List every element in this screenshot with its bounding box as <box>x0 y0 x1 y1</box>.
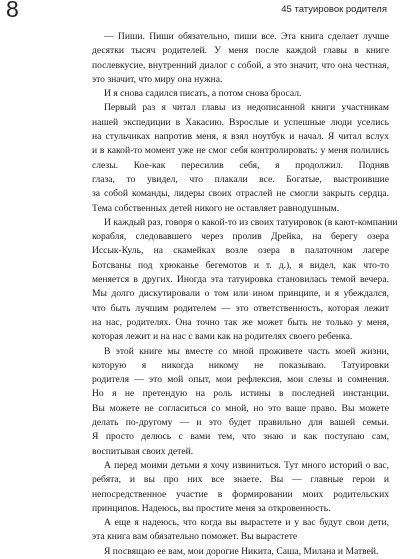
text-line: В этой книге мы вместе со мной проживете часть моей жизни, <box>104 345 389 357</box>
text-line: И каждый раз, говоря о какой-то из своих татуировок (в кают-компании <box>104 216 398 228</box>
text-line: А перед моими детьми я хочу извиниться. Тут много историй о вас, <box>104 459 389 471</box>
text-line: Но я не претендую на роль истины в последней инстанции. <box>92 388 389 400</box>
text-line: слезы. Кое-как пересилив себя, я продолжил. Подняв <box>92 159 389 171</box>
text-line: за собой команды, лидеры своих отраслей не смогли закрыть сердца. <box>92 188 389 200</box>
text-line: меняется в других. Иногда эта татуировка становилась темой вечера. <box>92 274 389 286</box>
text-line: глаза, то увидел, что плакали все. Богатые, выстроившие <box>92 173 389 185</box>
text-line: и в какой-то момент уже не смог себя контролировать: у меня полились <box>92 145 389 157</box>
text-line: Вы можете не согласиться со мной, но это ваше право. Вы можете <box>92 402 389 414</box>
text-line: это значит, что миру она нужна. <box>92 73 223 85</box>
running-head: 45 татуировок родителя <box>281 4 387 15</box>
text-line: десятки тысяч родителей. У меня после каждой главы в книге <box>92 45 389 57</box>
text-line: А еще я надеюсь, что когда вы вырастете и у вас будут свои дети, <box>104 517 389 529</box>
text-line: что быть лучшим родителем — это ответственность, которая лежит <box>92 302 389 314</box>
text-line: родителя — это мой опыт, мои рефлексия, мои слезы и сомнения. <box>92 374 389 386</box>
text-line: принципов. Надеюсь, вы простите меня за откровенность. <box>92 502 331 514</box>
text-line: И я снова садился писать, а потом снова бросал. <box>104 88 302 100</box>
text-line: эта книга вам обязательно поможет. Вы вырастете <box>92 531 298 543</box>
text-line: послевкусие, внутренний диалог с собой, а это значит, что она честная, <box>92 59 389 71</box>
text-line: Я посвящаю ее вам, мои дорогие Никита, Саша, Милана и Матвей. <box>104 545 379 557</box>
text-line: Ботсваны под хрюканье бегемотов и т. д.), я видел, как что-то <box>92 259 389 271</box>
text-line: на стульчиках напротив меня, я взял ноутбук и начал. Я читал вслух <box>92 131 389 143</box>
text-line: ребята, и вы про них все знаете. Вы — главные герои и <box>92 474 389 486</box>
text-line: на нас, родителях. Она точно так же может быть не только у меня, <box>92 316 389 328</box>
page-number: 8 <box>6 0 19 22</box>
text-line: которую я никогда никому не показываю. Татуировки <box>92 359 389 371</box>
text-line: Мы долго дискутировали о том или ином принципе, и я убеждался, <box>92 288 389 300</box>
text-line: Первый раз я читал главы из недописанной книги участникам <box>104 102 389 114</box>
text-line: — Пиши. Пиши обязательно, пиши все. Эта книга сделает лучше <box>104 31 389 42</box>
text-line: непосредственное участие в формировании моих родительских <box>92 488 389 500</box>
text-line: Тема собственных детей никого не оставляет равнодушным. <box>92 202 340 214</box>
text-line: воспитывая своих детей. <box>92 445 194 457</box>
text-line: корабля, следовавшего через пролив Дрейка, на берегу озера <box>92 231 389 243</box>
text-line: делать по-другому — и это будет правильно для вашей семьи. <box>92 417 389 429</box>
text-line: которая лежит и на нас с вами как на родителях своего ребенка. <box>92 331 353 343</box>
text-line: нашей экспедиции в Хакасию. Взрослые и успешные люди уселись <box>92 116 389 128</box>
body-text <box>92 30 398 559</box>
text-line: Я просто делюсь с вами тем, что знаю и как поступаю сам, <box>92 431 389 443</box>
text-line: Иссык-Куль, на скамейках возле озера в палаточном лагере <box>92 245 389 257</box>
